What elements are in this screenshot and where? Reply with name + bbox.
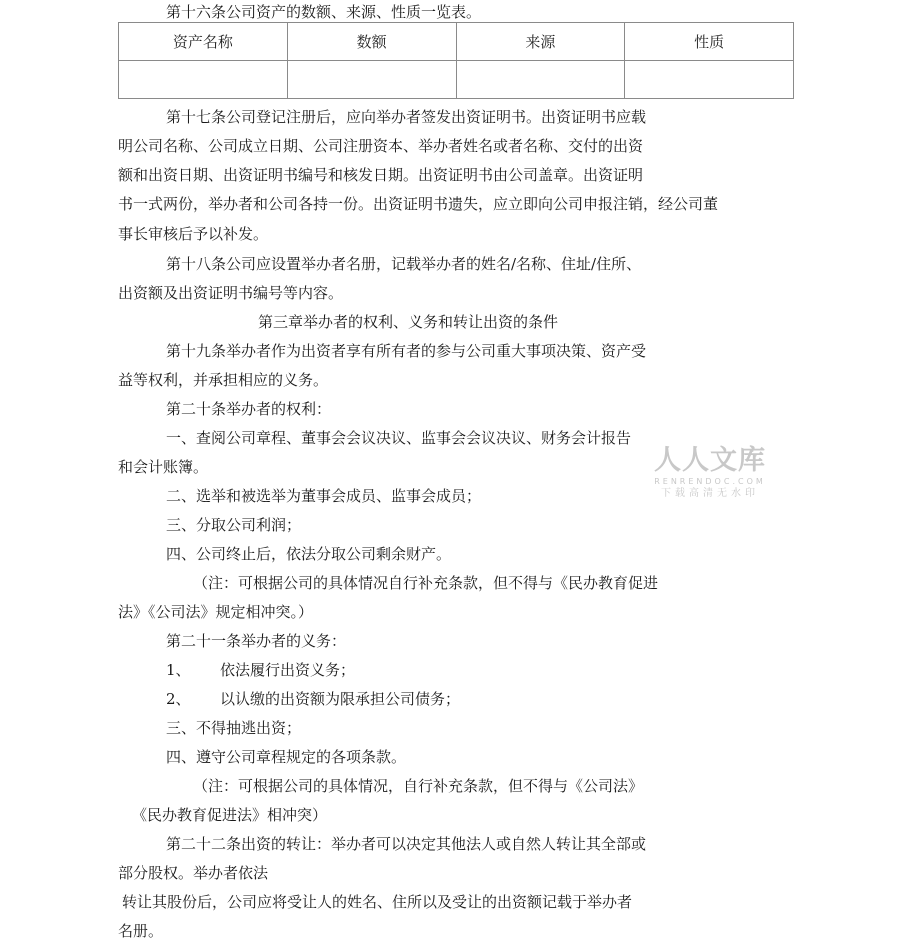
- duty-item-2-number: 2、: [166, 690, 191, 708]
- duty-item-2-text: 以认缴的出资额为限承担公司债务；: [220, 690, 461, 708]
- renrendoc-watermark: [648, 446, 772, 501]
- table-header-cell: 数额: [287, 23, 456, 61]
- article-18-line-1: 第十八条公司应设置举办者名册，记载举办者的姓名/名称、住址/住所、: [166, 255, 642, 273]
- watermark-domain: RENRENDOC.COM: [654, 477, 766, 486]
- article-20-heading: 第二十条举办者的权利：: [166, 400, 332, 418]
- article-18-line-2: 出资额及出资证明书编号等内容。: [118, 284, 344, 302]
- article-19-line-1: 第十九条举办者作为出资者享有所有者的参与公司重大事项决策、资产受: [166, 342, 647, 360]
- article-22-line-1: 第二十二条出资的转让：举办者可以决定其他法人或自然人转让其全部或: [166, 835, 647, 853]
- right-item-4: 四、公司终止后，依法分取公司剩余财产。: [166, 545, 452, 563]
- article-21-heading: 第二十一条举办者的义务：: [166, 632, 347, 650]
- watermark-title: 人人文库: [654, 445, 766, 476]
- article-16-heading: 第十六条公司资产的数额、来源、性质一览表。: [166, 3, 482, 21]
- table-header-row: [119, 23, 794, 61]
- chapter-3-heading: 第三章举办者的权利、义务和转让出资的条件: [258, 313, 559, 331]
- table-cell: [456, 61, 625, 99]
- table-header-cell: 来源: [456, 23, 625, 61]
- table-header-cell: 资产名称: [119, 23, 288, 61]
- article-17-line-4: 书一式两份，举办者和公司各持一份。出资证明书遗失，应立即向公司申报注销，经公司董: [118, 195, 719, 213]
- duty-item-1-text: 依法履行出资义务；: [220, 661, 356, 679]
- right-item-3: 三、分取公司利润；: [166, 516, 302, 534]
- table-header-cell: 性质: [625, 23, 794, 61]
- table-cell: [119, 61, 288, 99]
- article-17-line-2: 明公司名称、公司成立日期、公司注册资本、举办者姓名或者名称、交付的出资: [118, 137, 644, 155]
- right-item-1-line-1: 一、查阅公司章程、董事会会议决议、监事会会议决议、财务会计报告: [166, 429, 632, 447]
- note-2-line-1: （注：可根据公司的具体情况，自行补充条款，但不得与《公司法》: [193, 777, 644, 795]
- duty-item-4: 四、遵守公司章程规定的各项条款。: [166, 748, 407, 766]
- article-22-line-3: 转让其股份后，公司应将受让人的姓名、住所以及受让的出资额记载于举办者: [122, 893, 633, 911]
- article-19-line-2: 益等权利，并承担相应的义务。: [118, 371, 329, 389]
- right-item-1-line-2: 和会计账簿。: [118, 458, 209, 476]
- duty-item-3: 三、不得抽逃出资；: [166, 719, 302, 737]
- article-17-line-3: 额和出资日期、出资证明书编号和核发日期。出资证明书由公司盖章。出资证明: [118, 166, 644, 184]
- note-1-line-2: 法》《公司法》规定相冲突。）: [118, 603, 314, 621]
- watermark-slogan: 下载高清无水印: [661, 488, 759, 499]
- article-17-line-5: 事长审核后予以补发。: [118, 225, 269, 243]
- duty-item-1-number: 1、: [166, 661, 191, 679]
- table-row: [119, 61, 794, 99]
- asset-summary-table: [118, 22, 794, 99]
- note-1-line-1: （注：可根据公司的具体情况自行补充条款，但不得与《民办教育促进: [193, 574, 659, 592]
- article-22-line-2: 部分股权。举办者依法: [118, 864, 269, 882]
- table-cell: [287, 61, 456, 99]
- article-22-line-4: 名册。: [118, 922, 164, 940]
- note-2-line-2: 《民办教育促进法》相冲突）: [132, 806, 328, 824]
- table-cell: [625, 61, 794, 99]
- article-17-line-1: 第十七条公司登记注册后，应向举办者签发出资证明书。出资证明书应载: [166, 108, 647, 126]
- right-item-2: 二、选举和被选举为董事会成员、监事会成员；: [166, 487, 482, 505]
